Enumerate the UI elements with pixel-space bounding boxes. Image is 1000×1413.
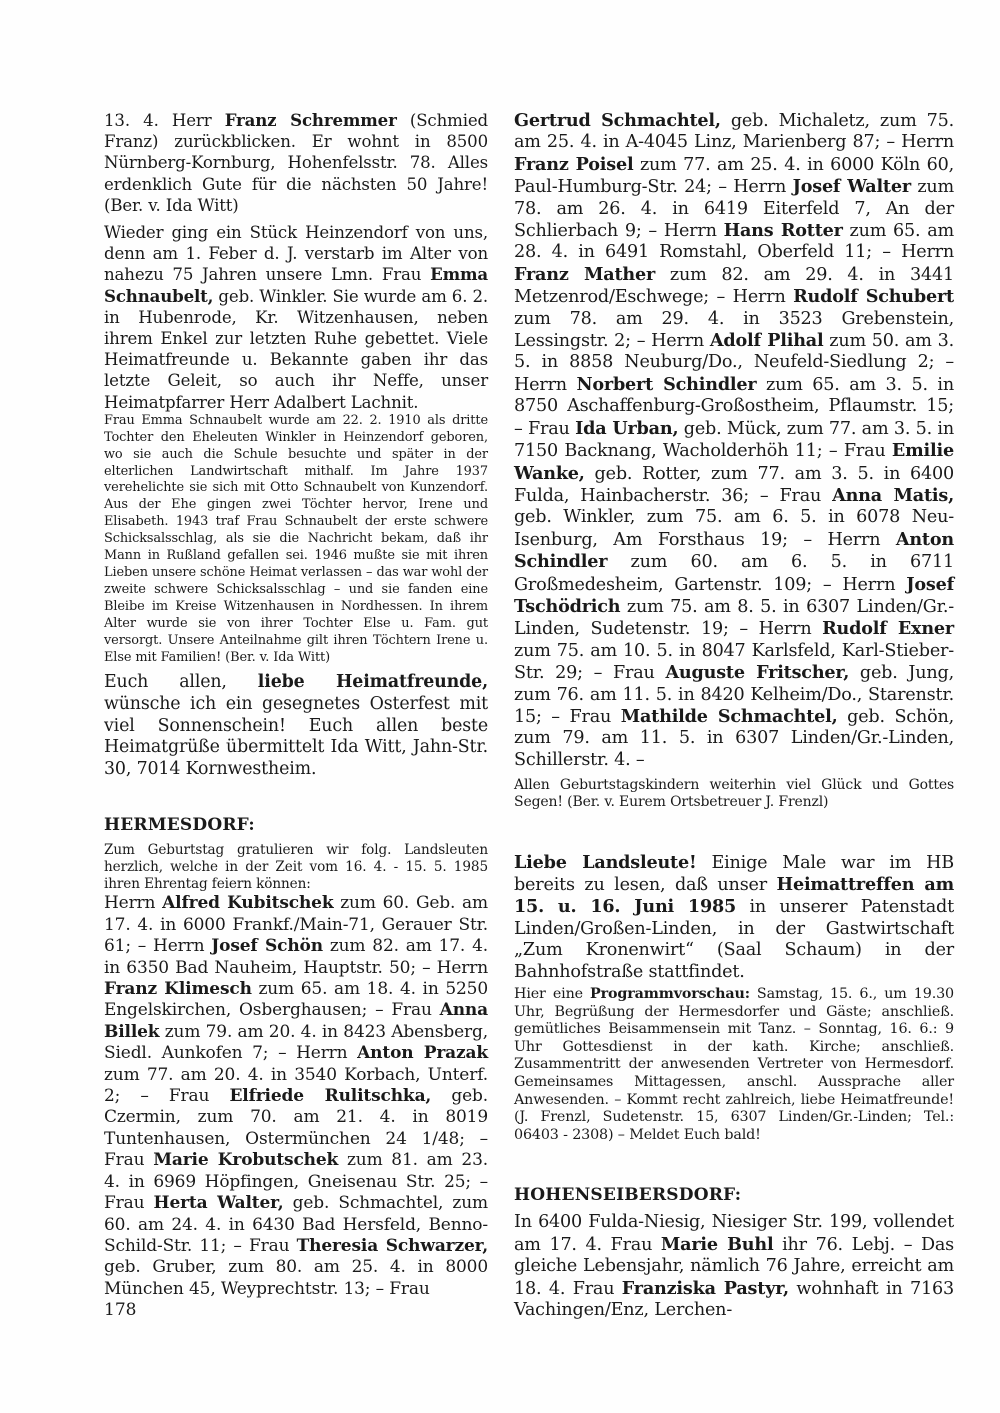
program-preview [514, 986, 954, 1144]
person-name: Alfred Kubitschek [162, 893, 334, 914]
person-name: Franz Poisel [514, 153, 634, 175]
text-segment: geb. Jung, zum 76. am 11. 5. in 8420 Kelheim/Do., Starenstr. 15; – Frau [514, 663, 954, 727]
text-segment: geb. Czermin, zum 70. am 21. 4. in 8019 Tuntenhausen, Ostermünchen 24 1/48; – Frau [104, 1086, 488, 1171]
person-name: Rudolf Exner [822, 618, 954, 640]
person-name: Theresia Schwarzer, [296, 1235, 488, 1256]
section-heading-hermesdorf: HERMESDORF: [104, 815, 255, 836]
person-name: Norbert Schindler [576, 373, 757, 395]
schremmer-paragraph: 13. 4. Herr Franz Schremmer (Schmied Franz) zurückblicken. Er wohnt in 8500 Nürnberg-Kornburg, Hohenfelsstr. 78. Alles erdenklich Gute für die nächsten 50 Jahre! (Ber. v. Ida Witt) [104, 110, 488, 215]
person-name: Josef Schön [211, 936, 323, 957]
person-name: Marie Krobutschek [153, 1150, 339, 1171]
person-name: Franz Mather [514, 263, 656, 285]
text-segment: zum 65. am 28. 4. in 6491 Romstahl, Oberfeld 11; – Herrn [514, 221, 955, 263]
hohenseibersdorf-paragraph [514, 1212, 954, 1321]
person-name: Rudolf Schubert [793, 286, 954, 308]
text-segment: zum 60. am 6. 5. in 6711 Großmedesheim, Gartenstr. 109; – Herrn [514, 552, 954, 595]
text-segment: zum 75. am 8. 5. in 6307 Linden/Gr.-Linden, Sudetenstr. 19; – Herrn [514, 596, 954, 640]
person-name: Auguste Fritscher, [665, 662, 850, 684]
text-segment: wohnhaft in 7163 Vachingen/Enz, Lerchen- [514, 1278, 954, 1320]
text-segment: Samstag, 15. 6., um 19.30 Uhr, Begrüßung der Hermesdorfer und Gäste; anschließ. gemütliches Beisammensein mit Tanz. – Sonntag, 16. 6.: 9 Uhr Gottesdienst in der kath. Kirche; anschließ. Zusammentritt der anwesenden Vertreter von Hermesdorf. Gemeinsames Mittagessen, anschl. Aussprache aller Anwesenden. – Kommt recht zahlreich, liebe Heimatfreunde! (J. Frenzl, Sudetenstr. 15, 6307 Linden/Gr.-Linden; Tel.: 06403 - 2308) – Meldet Euch bald! [514, 986, 954, 1143]
birthday-intro: Zum Geburtstag gratulieren wir folg. Landsleuten herzlich, welche in der Zeit vom 16. 4. - 15. 5. 1985 ihren Ehrentag feiern können: [104, 842, 488, 893]
person-name: Anna Billek [104, 1000, 488, 1042]
text-segment: zum 65. am 3. 5. in 8750 Aschaffenburg-Großostheim, Pflaumstr. 15; – Frau [514, 374, 954, 439]
text-segment: geb. Gruber, zum 80. am 25. 4. in 8000 München 45, Weyprechtstr. 13; – Frau [104, 1257, 488, 1299]
person-name: Franz Schremmer [224, 110, 397, 130]
text-segment: In 6400 Fulda-Niesig, Niesiger Str. 199, vollendet am 17. 4. Frau [514, 1212, 954, 1255]
person-name: Marie Buhl [660, 1233, 774, 1255]
person-name: Emma Schnaubelt, [104, 264, 488, 306]
text-segment: zum 77. am 25. 4. in 6000 Köln 60, Paul-Humburg-Str. 24; – Herrn [514, 154, 954, 198]
text-segment: geb. Michaletz, zum 75. am 25. 4. in A-4045 Linz, Marienberg 87; – Herrn [514, 111, 954, 153]
person-name: Programmvorschau: [590, 986, 750, 1003]
text-segment: geb. Schön, zum 79. am 11. 5. in 6307 Linden/Gr.-Linden, Schillerstr. 4. – [514, 706, 954, 770]
text-segment: in unserer Patenstadt Linden/Großen-Linden, in der Gastwirtschaft „Zum Kronenwirt“ (Saal Schaum) in der Bahnhofstraße stattfindet. [514, 897, 954, 982]
text-segment: zum 81. am 23. 4. in 6969 Höpfingen, Gneisenau Str. 25; – Frau [104, 1150, 488, 1214]
meeting-announcement [514, 852, 954, 983]
easter-greeting-paragraph: Euch allen, liebe Heimatfreunde, wünsche ich ein gesegnetes Osterfest mit viel Sonnenschein! Euch allen beste Heimatgrüße übermittelt Ida Witt, Jahn-Str. 30, 7014 Kornwestheim. [104, 672, 488, 779]
person-name: Hans Rotter [723, 220, 843, 242]
text-segment: Hier eine [514, 986, 591, 1003]
person-name: Anna Matis, [832, 484, 954, 506]
person-name: Liebe Landsleute! [514, 851, 697, 873]
person-name: Josef Tschödrich [514, 573, 954, 617]
text-segment: geb. Schmachtel, zum 60. am 24. 4. in 6430 Bad Hersfeld, Benno-Schild-Str. 11; – Frau [104, 1193, 488, 1256]
right-column [514, 110, 954, 1321]
text-segment: geb. Mück, zum 77. am 3. 5. in 7150 Backnang, Wacholderhöh 11; – Frau [514, 418, 954, 462]
person-name: Elfriede Rulitschka, [229, 1086, 432, 1107]
person-name: Herta Walter, [153, 1193, 284, 1214]
person-name: Heimattreffen am 15. u. 16. Juni 1985 [514, 874, 955, 918]
text-segment: zum 82. am 17. 4. in 6350 Bad Nauheim, Hauptstr. 50; – Herrn [104, 936, 488, 978]
text-segment: zum 78. am 29. 4. in 3523 Grebenstein, Lessingstr. 2; – Herrn [514, 308, 954, 352]
person-name: Franziska Pastyr, [621, 1277, 789, 1299]
person-name: Adolf Plihal [709, 330, 824, 352]
text-segment: ihr 76. Lebj. – Das gleiche Lebensjahr, nämlich 76 Jahre, erreicht am 18. 4. Frau [514, 1234, 954, 1299]
text-segment: Einige Male war im HB bereits zu lesen, daß unser [514, 852, 954, 895]
section-heading-hohenseibersdorf: HOHENSEIBERSDORF: [514, 1185, 742, 1206]
left-column [104, 110, 488, 1300]
person-name: Franz Klimesch [104, 979, 252, 1000]
text-segment: zum 77. am 20. 4. in 3540 Korbach, Unterf. 2; – Frau [104, 1064, 488, 1107]
text-segment: geb. Rotter, zum 77. am 3. 5. in 6400 Fulda, Hainbacherstr. 36; – Frau [514, 463, 954, 506]
text-segment: zum 82. am 29. 4. in 3441 Metzenrod/Eschwege; – Herrn [514, 264, 954, 308]
text-segment: zum 60. Geb. am 17. 4. in 6000 Frankf./Main-71, Gerauer Str. 61; – Herrn [104, 893, 489, 957]
obituary-paragraph: Wieder ging ein Stück Heinzendorf von uns, denn am 1. Feber d. J. verstarb im Alter von nahezu 75 Jahren unsere Lmn. Frau Emma Schnaubelt, geb. Winkler. Sie wurde am 6. 2. in Hubenrode, Kr. Witzenhausen, neben ihrem Enkel zur letzten Ruhe gebettet. Viele Heimatfreunde u. Bekannte gaben ihr das letzte Geleit, so auch ihr Neffe, unser Heimatpfarrer Herr Adalbert Lachnit. [104, 223, 488, 412]
birthday-list-continued [514, 110, 954, 771]
biography-paragraph: Frau Emma Schnaubelt wurde am 22. 2. 1910 als dritte Tochter den Eheleuten Winkler in Heinzendorf geboren, wo sie auch die Schule besuchte und später in der elterlichen Landwirtschaft mithalf. Im Jahre 1937 verehelichte sie sich mit Otto Schnaubelt von Kunzendorf. Aus der Ehe gingen zwei Töchter hervor, Irene und Elisabeth. 1943 traf Frau Schnaubelt der erste schwere Schicksalsschlag, als sie die Nachricht bekam, daß ihr Mann in Rußland gefallen sei. 1946 mußte sie mit ihren Lieben unsere schöne Heimat verlassen – das war wohl der zweite schwere Schicksalsschlag – und sie fanden eine Bleibe im Kreise Witzenhausen in Nordhessen. In ihrem Alter wurde sie von ihrer Tochter Else u. Fam. gut versorgt. Unsere Anteilnahme gilt ihren Töchtern Irene u. Else mit Familien! (Ber. v. Ida Witt) [104, 412, 488, 665]
text-segment: zum 78. am 26. 4. in 6419 Eiterfeld 7, An der Schlierbach 9; – Herrn [514, 177, 955, 242]
text-segment: zum 50. am 3. 5. in 8858 Neuburg/Do., Neufeld-Siedlung 2; – Herrn [514, 331, 955, 395]
person-name: Josef Walter [792, 176, 911, 198]
person-name: Anton Prazak [357, 1043, 488, 1064]
person-name: Ida Urban, [575, 417, 679, 439]
person-name: Mathilde Schmachtel, [620, 705, 838, 727]
page-number: 178 [104, 1300, 137, 1320]
text-segment: Herrn [104, 893, 163, 914]
blessing-paragraph: Allen Geburtstagskindern weiterhin viel Glück und Gottes Segen! (Ber. v. Eurem Ortsbetreuer J. Frenzl) [514, 777, 954, 811]
person-name: Emilie Wanke, [514, 440, 954, 484]
person-name: Gertrud Schmachtel, [514, 110, 721, 131]
text-segment: zum 75. am 10. 5. in 8047 Karlsfeld, Karl-Stieber-Str. 29; – Frau [514, 640, 954, 684]
text-segment: geb. Winkler, zum 75. am 6. 5. in 6078 Neu-Isenburg, Am Forsthaus 19; – Herrn [514, 507, 954, 550]
text-segment: zum 65. am 18. 4. in 5250 Engelskirchen, Osberghausen; – Frau [104, 979, 488, 1021]
person-name: Anton Schindler [514, 528, 954, 573]
birthday-list [104, 893, 488, 1300]
text-segment: zum 79. am 20. 4. in 8423 Abensberg, Siedl. Aunkofen 7; – Herrn [104, 1021, 488, 1064]
